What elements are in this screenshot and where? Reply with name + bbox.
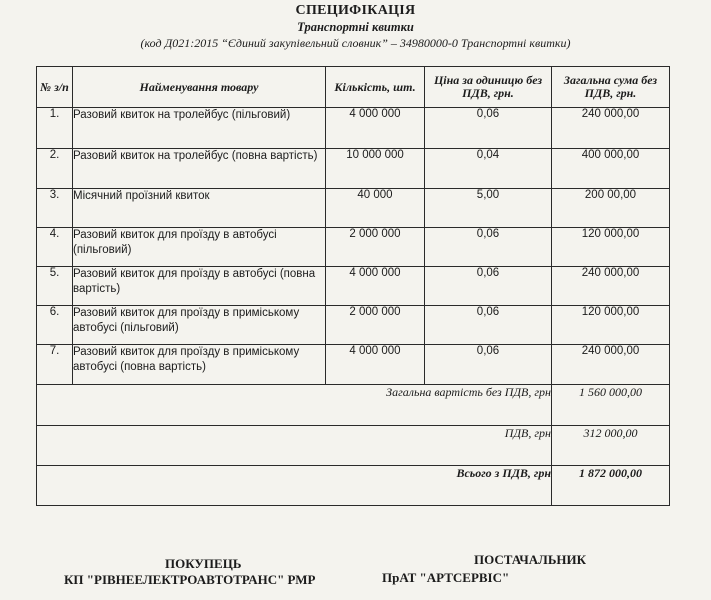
header-price: Ціна за одиницю без ПДВ, грн. [425,67,552,108]
buyer-organization: КП "РІВНЕЕЛЕКТРОАВТОТРАНС" РМР [64,572,316,587]
row-num: 2. [37,149,73,189]
table-row [37,108,670,149]
row-qty: 4 000 000 [326,108,425,149]
table-row [37,189,670,228]
row-price: 0,06 [425,306,552,345]
row-qty: 10 000 000 [326,149,425,189]
document-code-line: (код Д021:2015 “Єдиний закупівельний словник” – 34980000-0 Транспортні квитки) [140,36,571,50]
header-qty: Кількість, шт. [326,67,425,108]
row-qty: 40 000 [326,189,425,228]
seller-role: ПОСТАЧАЛЬНИК [474,552,587,567]
row-price: 0,06 [425,267,552,306]
table-row [37,345,670,385]
header-name: Найменування товару [73,67,326,108]
row-sum: 240 000,00 [552,267,670,306]
document-title: СПЕЦИФІКАЦІЯ [295,3,416,18]
vat-value: 312 000,00 [552,426,670,466]
row-num: 3. [37,189,73,228]
row-name: Разовий квиток для проїзду в приміському автобусі (повна вартість) [73,345,326,385]
row-num: 6. [37,306,73,345]
table-row [37,267,670,306]
header-num: № з/п [37,67,73,108]
table-row [37,149,670,189]
seller-organization: ПрАТ "АРТСЕРВІС" [382,570,510,585]
row-sum: 240 000,00 [552,345,670,385]
table-row [37,306,670,345]
specification-table [36,66,670,506]
row-num: 5. [37,267,73,306]
row-num: 1. [37,108,73,149]
row-num: 7. [37,345,73,385]
table-header-row [37,67,670,108]
total-with-vat-label: Всього з ПДВ, грн [37,466,552,506]
row-price: 0,06 [425,345,552,385]
row-name: Разовий квиток на тролейбус (пільговий) [73,108,326,149]
row-qty: 4 000 000 [326,345,425,385]
document-subtitle: Транспортні квитки [297,20,414,34]
row-price: 0,06 [425,108,552,149]
row-price: 5,00 [425,189,552,228]
row-name: Разовий квиток для проїзду в приміському автобусі (пільговий) [73,306,326,345]
row-sum: 240 000,00 [552,108,670,149]
row-sum: 120 000,00 [552,228,670,267]
row-sum: 120 000,00 [552,306,670,345]
row-name: Місячний проїзний квиток [73,189,326,228]
table-row [37,228,670,267]
header-sum: Загальна сума без ПДВ, грн. [552,67,670,108]
row-num: 4. [37,228,73,267]
total-with-vat-value: 1 872 000,00 [552,466,670,506]
row-qty: 4 000 000 [326,267,425,306]
row-price: 0,04 [425,149,552,189]
row-name: Разовий квиток на тролейбус (повна вартість) [73,149,326,189]
row-qty: 2 000 000 [326,306,425,345]
row-name: Разовий квиток для проїзду в автобусі (пільговий) [73,228,326,267]
total-no-vat-value: 1 560 000,00 [552,385,670,426]
row-sum: 400 000,00 [552,149,670,189]
buyer-role: ПОКУПЕЦЬ [165,556,242,571]
row-price: 0,06 [425,228,552,267]
row-sum: 200 00,00 [552,189,670,228]
total-with-vat-row [37,466,670,506]
vat-label: ПДВ, грн [37,426,552,466]
row-name: Разовий квиток для проїзду в автобусі (повна вартість) [73,267,326,306]
total-no-vat-row [37,385,670,426]
row-qty: 2 000 000 [326,228,425,267]
total-no-vat-label: Загальна вартість без ПДВ, грн [37,385,552,426]
vat-row [37,426,670,466]
